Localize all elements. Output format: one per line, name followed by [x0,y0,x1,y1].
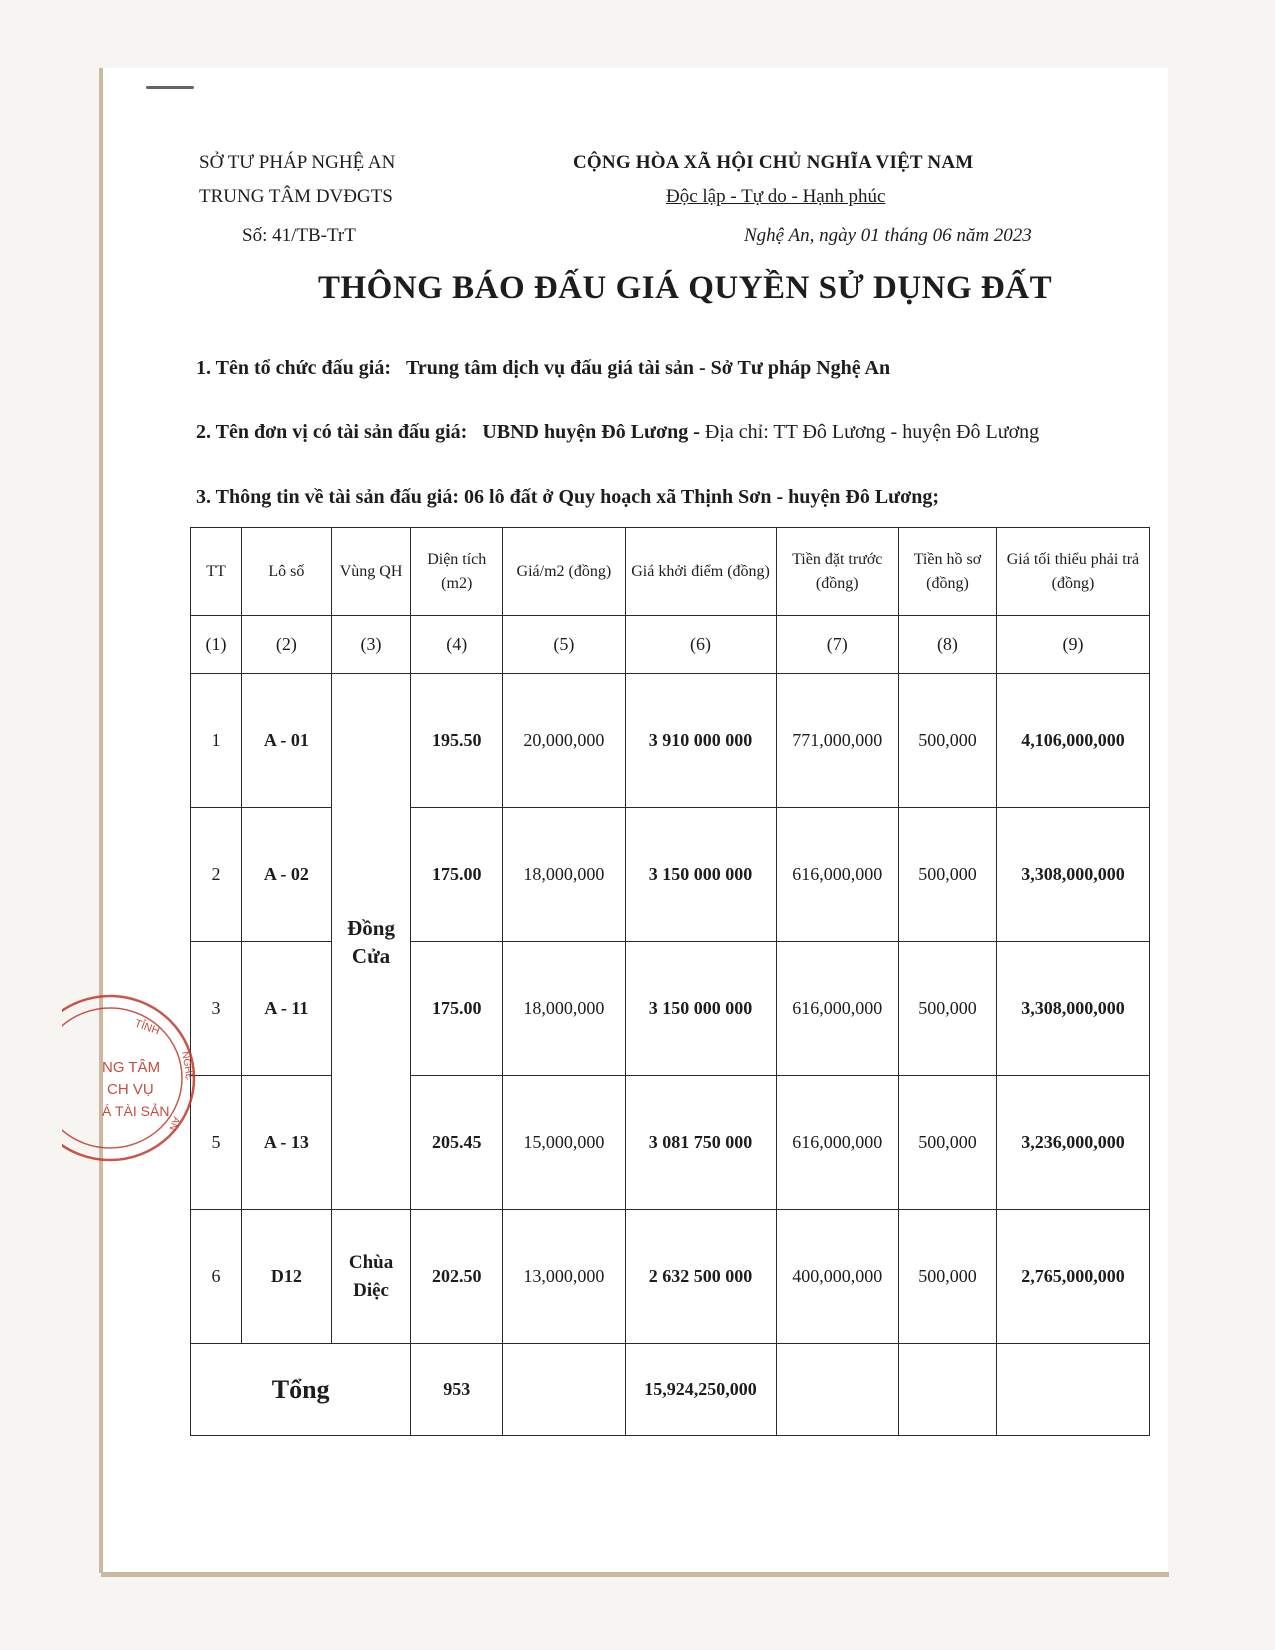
header-cell: Diện tích (m2) [411,528,503,616]
cell-price-m2: 18,000,000 [503,942,625,1076]
doc-number: Số: 41/TB-TrT [242,225,356,246]
cell-start-price: 3 150 000 000 [625,942,776,1076]
cell-zone: Đồng Cửa [331,674,411,1210]
stamp-line-3: Á TÀI SẢN [102,1103,170,1119]
item-asset-info [196,486,939,509]
cell-lot: D12 [242,1210,332,1344]
cell-start-price: 3 081 750 000 [625,1076,776,1210]
cell-lot: A - 02 [242,808,332,942]
cell-fee: 500,000 [898,942,996,1076]
motto: Độc lập - Tự do - Hạnh phúc [666,186,886,207]
pen-mark [146,86,194,89]
item-asset-owner-label: 2. Tên đơn vị có tài sản đấu giá: [196,421,468,443]
item-asset-owner-address: Địa chỉ: TT Đô Lương - huyện Đô Lương [704,421,1040,443]
cell-tt: 3 [191,942,242,1076]
cell-min-price: 4,106,000,000 [996,674,1149,808]
cell-min-price: 3,308,000,000 [996,942,1149,1076]
cell-lot: A - 11 [242,942,332,1076]
table-colnum-row [191,616,1150,674]
total-empty-cell [996,1344,1149,1436]
colnum-cell: (8) [898,616,996,674]
item-organizer-label: 1. Tên tổ chức đấu giá: [196,357,391,379]
total-empty-cell [503,1344,625,1436]
cell-price-m2: 13,000,000 [503,1210,625,1344]
cell-deposit: 771,000,000 [776,674,898,808]
stamp-line-1: NG TÂM [102,1059,161,1076]
cell-fee: 500,000 [898,674,996,808]
cell-zone: Chùa Diệc [331,1210,411,1344]
stamp-side-text-2: AN [166,1114,182,1132]
cell-price-m2: 18,000,000 [503,808,625,942]
colnum-cell: (9) [996,616,1149,674]
header-cell: Tiền hồ sơ (đồng) [898,528,996,616]
header-cell: Giá tối thiểu phải trả (đồng) [996,528,1149,616]
item-organizer [196,357,890,380]
cell-fee: 500,000 [898,1076,996,1210]
org-line-1: SỞ TƯ PHÁP NGHỆ AN [199,152,396,173]
header-cell: Lô số [242,528,332,616]
org-line-2: TRUNG TÂM DVĐGTS [199,186,393,207]
cell-area: 195.50 [411,674,503,808]
cell-area: 202.50 [411,1210,503,1344]
cell-fee: 500,000 [898,808,996,942]
colnum-cell: (7) [776,616,898,674]
cell-deposit: 616,000,000 [776,1076,898,1210]
cell-start-price: 3 910 000 000 [625,674,776,808]
cell-area: 175.00 [411,808,503,942]
colnum-cell: (4) [411,616,503,674]
cell-tt: 6 [191,1210,242,1344]
item-asset-info-text: 3. Thông tin về tài sản đấu giá: 06 lô đất ở Quy hoạch xã Thịnh Sơn - huyện Đô Lương; [196,486,940,508]
header-cell: Vùng QH [331,528,411,616]
total-label: Tổng [191,1344,411,1436]
table-row [191,1210,1150,1344]
cell-lot: A - 01 [242,674,332,808]
header-cell: Tiền đặt trước (đồng) [776,528,898,616]
table-total-row [191,1344,1150,1436]
total-area: 953 [411,1344,503,1436]
cell-deposit: 616,000,000 [776,942,898,1076]
cell-price-m2: 20,000,000 [503,674,625,808]
colnum-cell: (3) [331,616,411,674]
cell-start-price: 2 632 500 000 [625,1210,776,1344]
colnum-cell: (6) [625,616,776,674]
item-asset-owner [196,421,1039,444]
nation-title: CỘNG HÒA XÃ HỘI CHỦ NGHĨA VIỆT NAM [573,152,974,173]
page-title: THÔNG BÁO ĐẤU GIÁ QUYỀN SỬ DỤNG ĐẤT [318,270,1053,306]
cell-area: 205.45 [411,1076,503,1210]
cell-start-price: 3 150 000 000 [625,808,776,942]
auction-table [190,527,1150,1436]
colnum-cell: (5) [503,616,625,674]
stamp-line-2: CH VỤ [107,1081,154,1098]
cell-tt: 1 [191,674,242,808]
colnum-cell: (2) [242,616,332,674]
cell-fee: 500,000 [898,1210,996,1344]
cell-area: 175.00 [411,942,503,1076]
cell-deposit: 616,000,000 [776,808,898,942]
header-cell: Giá khởi điểm (đồng) [625,528,776,616]
cell-tt: 5 [191,1076,242,1210]
cell-deposit: 400,000,000 [776,1210,898,1344]
header-cell: Giá/m2 (đồng) [503,528,625,616]
colnum-cell: (1) [191,616,242,674]
paper-bottom-edge [101,1572,1169,1577]
table-header-row [191,528,1150,616]
table-row [191,674,1150,808]
cell-min-price: 2,765,000,000 [996,1210,1149,1344]
total-start-price: 15,924,250,000 [625,1344,776,1436]
place-date: Nghệ An, ngày 01 tháng 06 năm 2023 [744,225,1032,246]
item-asset-owner-value: UBND huyện Đô Lương - [482,421,700,443]
total-empty-cell [776,1344,898,1436]
cell-tt: 2 [191,808,242,942]
total-empty-cell [898,1344,996,1436]
cell-min-price: 3,308,000,000 [996,808,1149,942]
cell-lot: A - 13 [242,1076,332,1210]
item-organizer-value: Trung tâm dịch vụ đấu giá tài sản - Sở Tư pháp Nghệ An [405,357,891,379]
stamp-side-text: NGHỆ [179,1050,195,1081]
header-cell: TT [191,528,242,616]
stamp-top-text: TỈNH [132,1017,162,1038]
cell-min-price: 3,236,000,000 [996,1076,1149,1210]
cell-price-m2: 15,000,000 [503,1076,625,1210]
